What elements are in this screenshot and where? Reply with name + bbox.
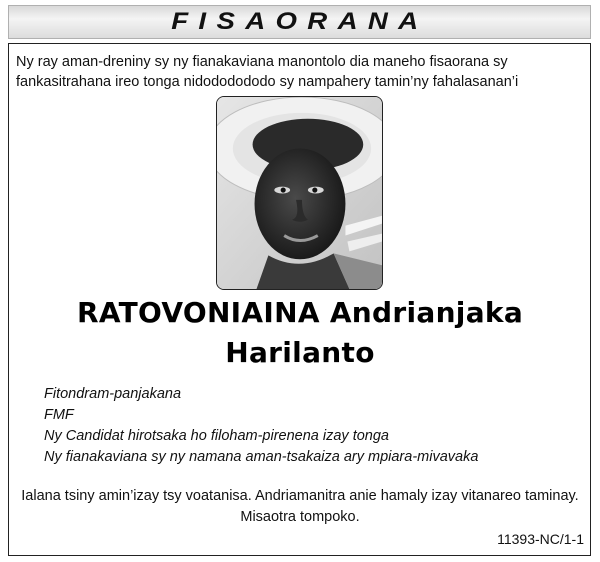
deceased-name-line2: Harilanto bbox=[225, 336, 375, 369]
header-title: FISAORANA bbox=[170, 8, 429, 35]
thanked-item: Fitondram-panjakana bbox=[44, 386, 182, 402]
thanked-item: Ny fianakaviana sy ny namana aman-tsakaiza ary mpiara-mivavaka bbox=[44, 449, 479, 465]
closing-line2: Misaotra tompoko. bbox=[240, 509, 360, 525]
intro-text: Ny ray aman-dreniny sy ny fianakaviana manontolo dia maneho fisaorana sy fankasitrahana ireo tonga nidododododo sy nampahery tamin’ny fahalasanan’i bbox=[16, 54, 519, 90]
thanked-item: FMF bbox=[44, 407, 74, 423]
reference-code: 11393-NC/1-1 bbox=[497, 531, 584, 547]
thanked-list bbox=[44, 384, 564, 468]
deceased-name-line1: RATOVONIAINA Andrianjaka bbox=[76, 296, 524, 329]
thanked-item: Ny Candidat hirotsaka ho filoham-pirenena izay tonga bbox=[44, 428, 389, 444]
closing-text bbox=[0, 486, 600, 528]
portrait-image bbox=[217, 97, 382, 289]
closing-line1: Ialana tsiny amin’izay tsy voatanisa. Andriamanitra anie hamaly izay vitanareo taminay. bbox=[21, 488, 579, 504]
portrait-photo bbox=[216, 96, 383, 290]
header-banner bbox=[8, 5, 591, 39]
